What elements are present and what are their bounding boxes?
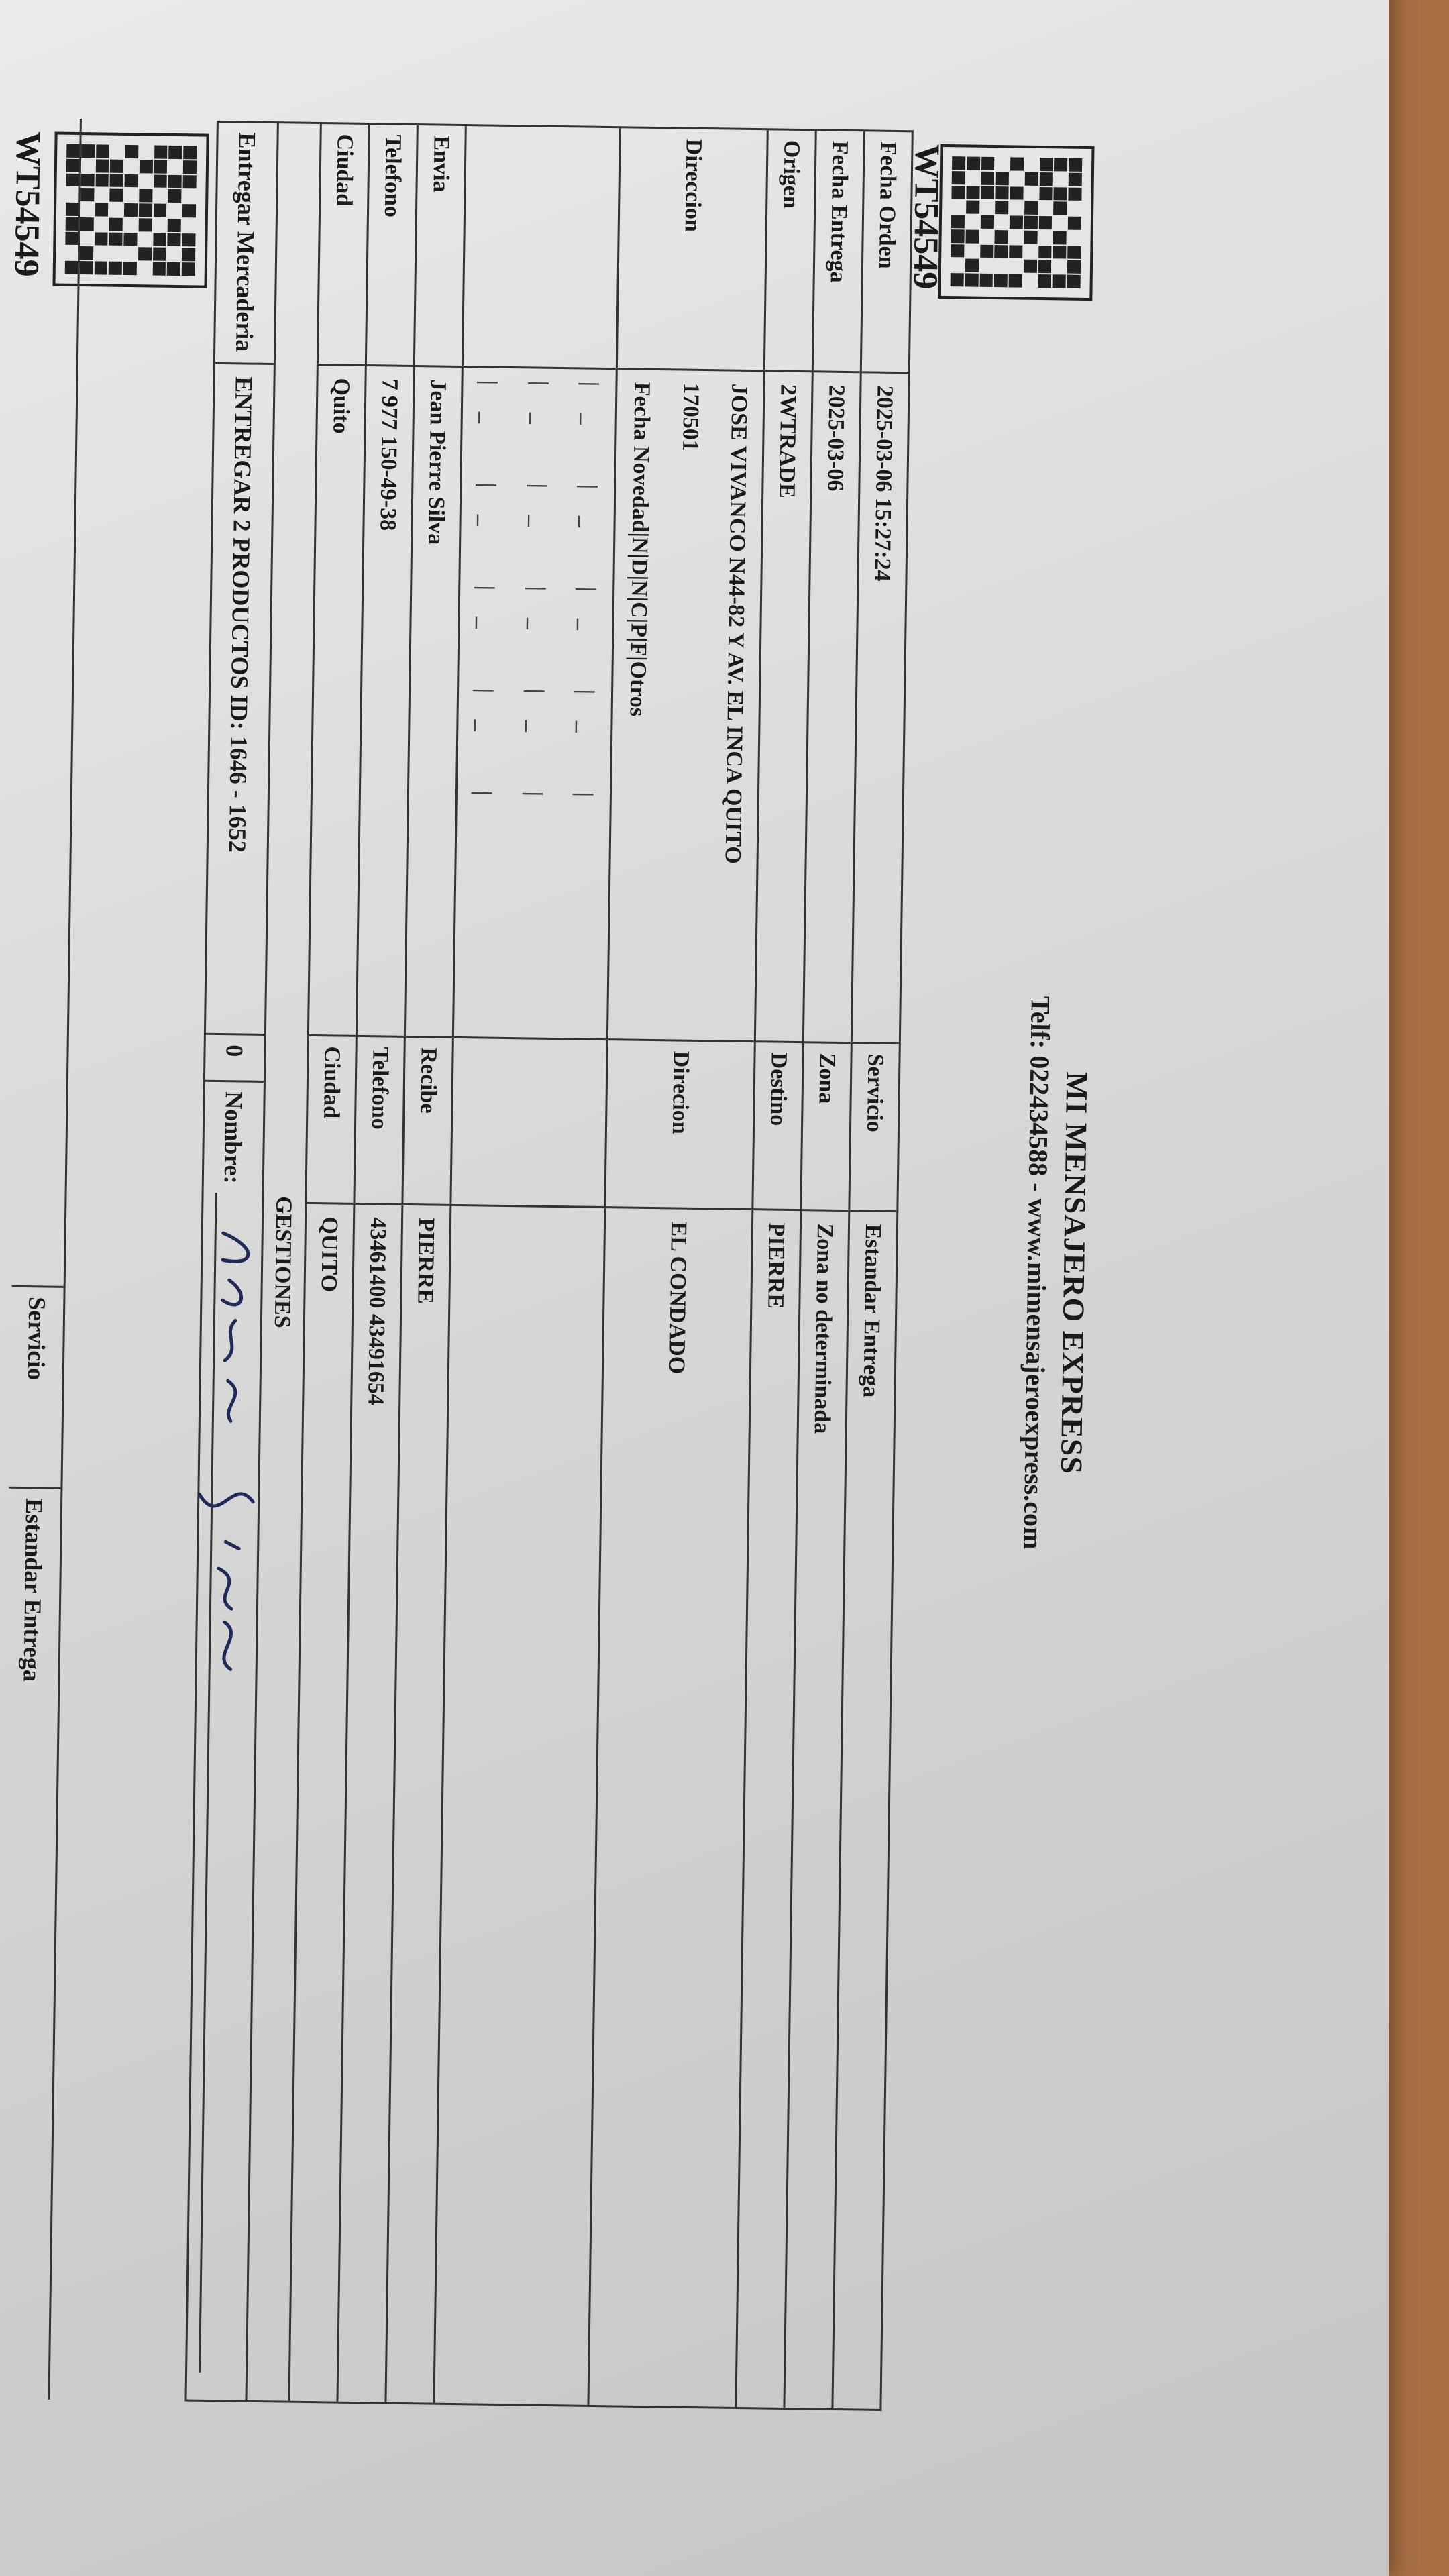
label-entregar: Entregar Mercaderia [215,123,277,365]
value-entregar: ENTREGAR 2 PRODUCTOS ID: 1646 - 1652 [206,364,274,1036]
company-contact: Telf: 022434588 - www.mimensajeroexpress.com [1018,996,1056,1550]
label-ciudad-recibe: Ciudad [307,1036,355,1205]
label-destino: Destino [753,1042,802,1211]
label-fecha-orden: Fecha Orden [862,131,912,374]
value-telefono: 7 977 150-49-38 [358,366,413,1038]
value-postal-code: 170501 [677,382,704,451]
value-origen: 2WTRADE [756,372,812,1043]
signature-line [199,1193,250,2373]
label-telefono-recibe: Telefono [355,1037,403,1205]
label-header [1005,132,1114,2414]
qr-code-icon [938,144,1094,301]
value-fecha-novedad: Fecha Novedad|N|D|N|C|P|F|Otros [625,382,655,717]
value-servicio: Estandar Entrega [858,1224,886,1398]
value-envia: Jean Pierre Silva [406,367,462,1038]
value-ciudad-recibe: QUITO [317,1216,343,1293]
value-recibe: PIERRE [413,1218,439,1305]
guide-number-copy: WT54549 [7,131,48,277]
label-ciudad: Ciudad [319,124,368,366]
value-zona: Zona no determinada [810,1223,838,1434]
label-fecha-entrega: Fecha Entrega [814,131,863,373]
value-direccion-block [608,370,763,1042]
shipping-label [9,118,1114,2414]
label-direccion: Direccion [618,128,767,372]
row-novedad-ticks [433,126,619,2405]
value-ciudad: Quito [309,366,365,1037]
value-count: 0 [205,1035,264,1083]
label-nombre: Nombre: [219,1091,248,1184]
empty-cell [464,126,619,370]
guide-number: WT54549 [906,144,947,290]
label-origen: Origen [765,130,815,372]
tick-line-1: |_ |_ |_ |_ | [572,381,603,824]
empty-cell [435,1206,604,2405]
empty-cell [451,1038,606,1208]
label-servicio-copy: Servicio [9,1285,63,1487]
label-direcion-destino: Direcion [606,1040,753,1210]
gestiones-heading: GESTIONES [245,121,319,2403]
value-direccion: JOSE VIVANCO N44-82 Y AV. EL INCA QUITO [720,383,752,865]
tick-line-3: |_ |_ |_ |_ | [470,380,502,823]
company-name: MI MENSAJERO EXPRESS [1054,1071,1095,1475]
label-recibe: Recibe [403,1038,451,1206]
tick-line-2: |_ |_ |_ |_ | [521,380,553,824]
value-destino: PIERRE [763,1222,790,1309]
value-fecha-orden: 2025-03-06 15:27:24 [853,373,908,1044]
value-fecha-entrega: 2025-03-06 [804,372,860,1044]
handwritten-signature-icon [188,1220,270,1824]
copy2-service-row [0,118,82,2400]
label-zona: Zona [802,1043,850,1212]
value-telefono-recibe: 43461400 43491654 [363,1217,391,1406]
novedad-tick-lines [454,368,616,1040]
label-servicio: Servicio [850,1044,898,1212]
label-telefono: Telefono [367,125,417,367]
value-direcion-destino: EL CONDADO [664,1221,692,1375]
second-copy-header [0,118,82,2400]
value-servicio-copy: Estandar Entrega [0,1487,60,2400]
shipment-table [184,121,913,2411]
label-envia: Envia [415,125,465,368]
empty-cell [38,118,54,1285]
